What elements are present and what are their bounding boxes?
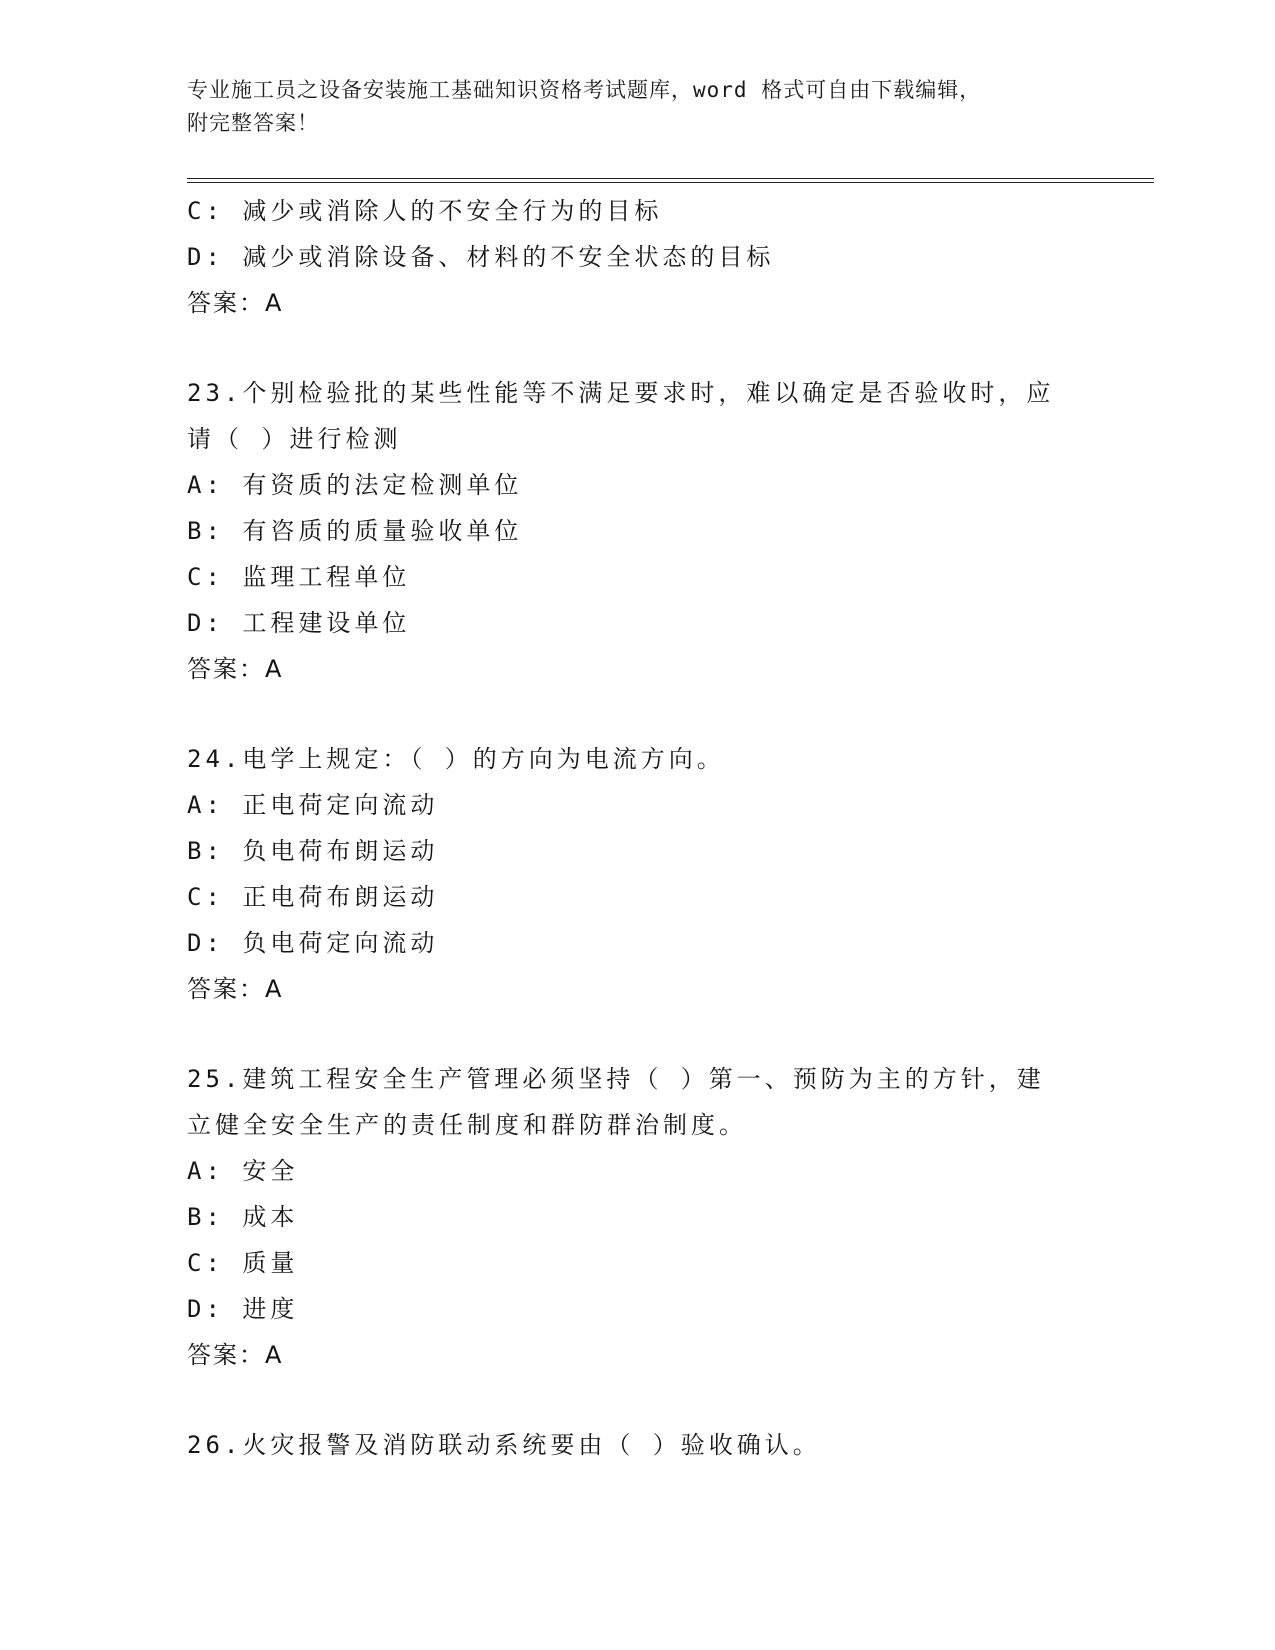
q24-option-d: D: 负电荷定向流动 bbox=[187, 929, 439, 957]
q24-option-a: A: 正电荷定向流动 bbox=[187, 791, 439, 819]
q25-option-c: C: 质量 bbox=[187, 1249, 299, 1277]
q23-option-b: B: 有咨质的质量验收单位 bbox=[187, 517, 523, 545]
q22-answer: 答案：A bbox=[187, 289, 284, 317]
q25-option-d: D: 进度 bbox=[187, 1295, 299, 1323]
q25-stem-line-1: 25.建筑工程安全生产管理必须坚持（ ）第一、预防为主的方针，建 bbox=[187, 1065, 1045, 1093]
q22-option-c: C: 减少或消除人的不安全行为的目标 bbox=[187, 197, 663, 225]
q25-option-a: A: 安全 bbox=[187, 1157, 299, 1185]
header-line-2: 附完整答案！ bbox=[187, 111, 319, 135]
header-divider-top bbox=[187, 178, 1154, 179]
q24-option-c: C: 正电荷布朗运动 bbox=[187, 883, 439, 911]
q23-option-c: C: 监理工程单位 bbox=[187, 563, 411, 591]
q24-option-b: B: 负电荷布朗运动 bbox=[187, 837, 439, 865]
header-line-1: 专业施工员之设备安装施工基础知识资格考试题库，word 格式可自由下载编辑， bbox=[187, 78, 982, 102]
q25-stem-line-2: 立健全安全生产的责任制度和群防群治制度。 bbox=[187, 1111, 747, 1139]
q24-stem-line-1: 24.电学上规定：（ ）的方向为电流方向。 bbox=[187, 745, 725, 773]
q23-option-a: A: 有资质的法定检测单位 bbox=[187, 471, 523, 499]
q23-stem-line-2: 请（ ）进行检测 bbox=[187, 425, 402, 453]
q24-answer: 答案：A bbox=[187, 975, 284, 1003]
header-divider-bottom bbox=[187, 182, 1154, 183]
q26-stem-line-1: 26.火灾报警及消防联动系统要由（ ）验收确认。 bbox=[187, 1431, 821, 1459]
q22-option-d: D: 减少或消除设备、材料的不安全状态的目标 bbox=[187, 243, 775, 271]
q25-answer: 答案：A bbox=[187, 1341, 284, 1369]
document-header bbox=[187, 74, 1087, 140]
q23-option-d: D: 工程建设单位 bbox=[187, 609, 411, 637]
q23-stem-line-1: 23.个别检验批的某些性能等不满足要求时，难以确定是否验收时，应 bbox=[187, 379, 1055, 407]
q25-option-b: B: 成本 bbox=[187, 1203, 299, 1231]
q23-answer: 答案：A bbox=[187, 655, 284, 683]
